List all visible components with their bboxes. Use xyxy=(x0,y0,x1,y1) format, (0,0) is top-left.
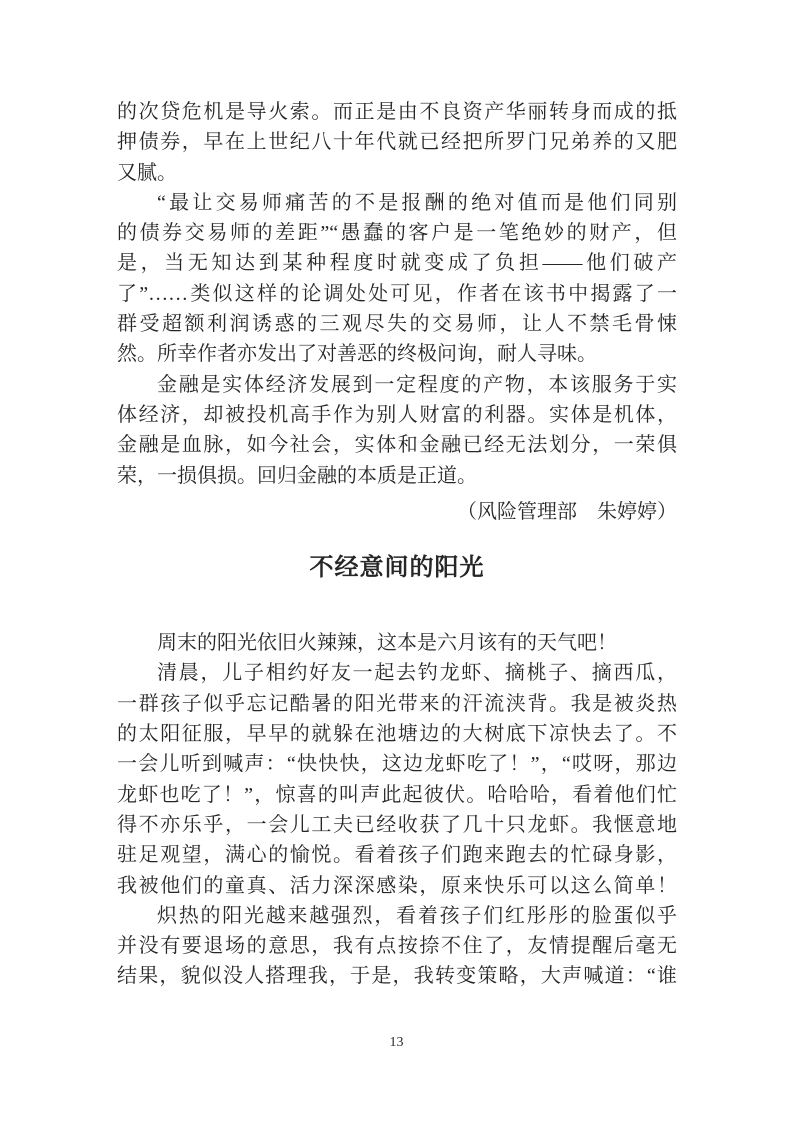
text-line: 的次贷危机是导火索。而正是由不良资产华丽转身而成的抵 xyxy=(117,101,677,123)
article-body-section2 xyxy=(117,628,677,992)
text-line: 是，当无知达到某种程度时就变成了负担——他们破产 xyxy=(117,252,677,275)
text-line: 体经济，却被投机高手作为别人财富的利器。实体是机体， xyxy=(117,403,677,426)
text-line: 炽热的阳光越来越强烈，看着孩子们红彤彤的脸蛋似乎 xyxy=(157,904,677,927)
text-line: 结果，貌似没人搭理我，于是，我转变策略，大声喊道：“谁 xyxy=(117,965,677,988)
text-line: 并没有要退场的意思，我有点按捺不住了，友情提醒后毫无 xyxy=(117,935,677,958)
text-line: 押债券，早在上世纪八十年代就已经把所罗门兄弟养的又肥 xyxy=(117,131,677,154)
text-line: 又腻。 xyxy=(117,161,177,184)
text-line: 然。所幸作者亦发出了对善恶的终极问询，耐人寻味。 xyxy=(117,343,597,366)
text-column xyxy=(117,0,677,992)
article-body-section1 xyxy=(117,97,677,527)
text-line: 清晨，儿子相约好友一起去钓龙虾、摘桃子、摘西瓜， xyxy=(157,662,677,685)
attribution: （风险管理部 朱婷婷） xyxy=(457,500,677,523)
section-title: 不经意间的阳光 xyxy=(309,555,485,582)
page-number: 13 xyxy=(389,1035,404,1050)
text-line: 金融是血脉，如今社会，实体和金融已经无法划分，一荣俱 xyxy=(117,434,677,457)
text-line: 得不亦乐乎，一会儿工夫已经收获了几十只龙虾。我惬意地 xyxy=(117,813,677,836)
text-line: “最让交易师痛苦的不是报酬的绝对值而是他们同别 xyxy=(157,191,677,214)
text-line: 的债券交易师的差距”“愚蠢的客户是一笔绝妙的财产，但 xyxy=(117,222,677,245)
text-line: 金融是实体经济发展到一定程度的产物，本该服务于实 xyxy=(157,373,677,396)
text-line: 荣，一损俱损。回归金融的本质是正道。 xyxy=(117,464,477,487)
text-line: 一会儿听到喊声：“快快快，这边龙虾吃了！”，“哎呀，那边 xyxy=(117,753,677,776)
text-line: 的太阳征服，早早的就躲在池塘边的大树底下凉快去了。不 xyxy=(117,723,677,746)
text-line: 我被他们的童真、活力深深感染，原来快乐可以这么简单！ xyxy=(117,874,677,897)
text-line: 龙虾也吃了！”，惊喜的叫声此起彼伏。哈哈哈，看着他们忙 xyxy=(117,783,677,806)
text-line: 了”……类似这样的论调处处可见，作者在该书中揭露了一 xyxy=(117,282,677,305)
text-line: 一群孩子似乎忘记酷暑的阳光带来的汗流浃背。我是被炎热 xyxy=(117,692,677,715)
text-line: 驻足观望，满心的愉悦。看着孩子们跑来跑去的忙碌身影， xyxy=(117,844,677,867)
text-line: 群受超额利润诱惑的三观尽失的交易师，让人不禁毛骨悚 xyxy=(117,313,677,336)
text-line: 周末的阳光依旧火辣辣，这本是六月该有的天气吧！ xyxy=(157,632,617,655)
